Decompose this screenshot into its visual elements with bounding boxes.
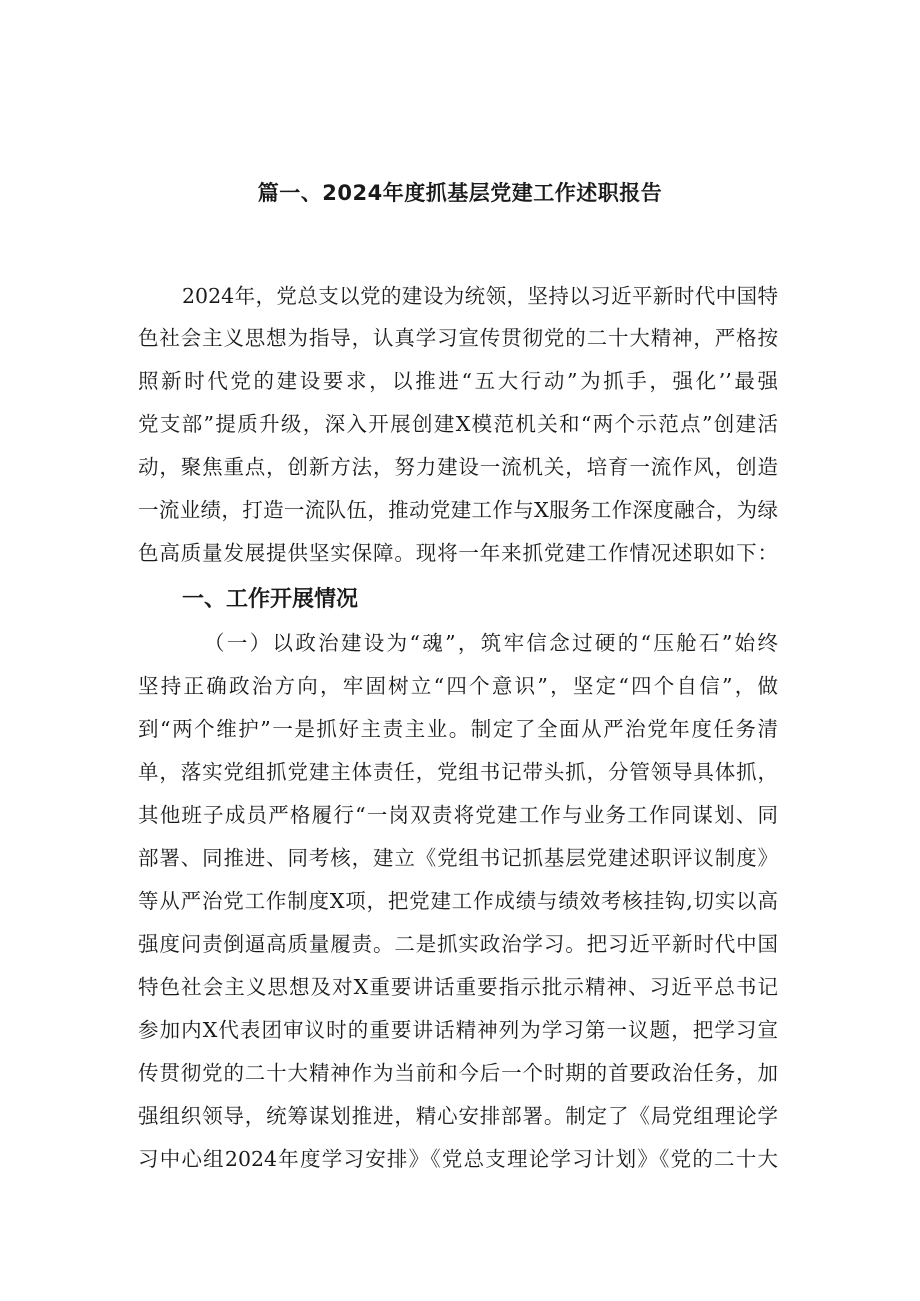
- text-line: 色高质量发展提供坚实保障。现将一年来抓党建工作情况述职如下：: [138, 541, 778, 565]
- text-line: 色社会主义思想为指导，认真学习宣传贯彻党的二十大精神，严格按: [138, 326, 778, 350]
- section-heading: 一、工作开展情况: [182, 587, 359, 612]
- text-line: 传贯彻党的二十大精神作为当前和今后一个时期的首要政治任务，加: [138, 1061, 778, 1085]
- document-title: 篇一、2024年度抓基层党建工作述职报告: [257, 181, 663, 205]
- text-line: 单，落实党组抓党建主体责任，党组书记带头抓，分管领导具体抓，: [138, 760, 778, 784]
- text-line: 强度问责倒逼高质量履责。二是抓实政治学习。把习近平新时代中国: [138, 932, 778, 956]
- text-line: 一流业绩，打造一流队伍，推动党建工作与X服务工作深度融合，为绿: [138, 498, 778, 522]
- text-line: 其他班子成员严格履行“一岗双责将党建工作与业务工作同谋划、同: [138, 803, 778, 827]
- text-line: 照新时代党的建设要求，以推进“五大行动”为抓手，强化’’最强: [138, 369, 778, 393]
- text-line: 习中心组2024年度学习安排》《党总支理论学习计划》《党的二十大: [138, 1147, 778, 1171]
- text-line: 动，聚焦重点，创新方法，努力建设一流机关，培育一流作风，创造: [138, 455, 778, 479]
- text-line: 特色社会主义思想及对X重要讲话重要指示批示精神、习近平总书记: [138, 975, 778, 999]
- text-line: 党支部”提质升级，深入开展创建X模范机关和“两个示范点”创建活: [138, 412, 778, 436]
- text-line: 坚持正确政治方向，牢固树立“四个意识”，坚定“四个自信”，做: [138, 674, 778, 698]
- text-line: 到“两个维护”一是抓好主责主业。制定了全面从严治党年度任务清: [138, 717, 778, 741]
- text-line: 参加内X代表团审议时的重要讲话精神列为学习第一议题，把学习宣: [138, 1018, 778, 1042]
- text-line: 2024年，党总支以党的建设为统领，坚持以习近平新时代中国特: [182, 284, 778, 308]
- text-line: 强组织领导，统筹谋划推进，精心安排部署。制定了《局党组理论学: [138, 1104, 778, 1128]
- text-line: 部署、同推进、同考核，建立《党组书记抓基层党建述职评议制度》: [138, 846, 778, 870]
- text-line: 等从严治党工作制度X项，把党建工作成绩与绩效考核挂钩,切实以高: [138, 889, 778, 913]
- text-line: （一）以政治建设为“魂”，筑牢信念过硬的“压舱石”始终: [204, 631, 778, 655]
